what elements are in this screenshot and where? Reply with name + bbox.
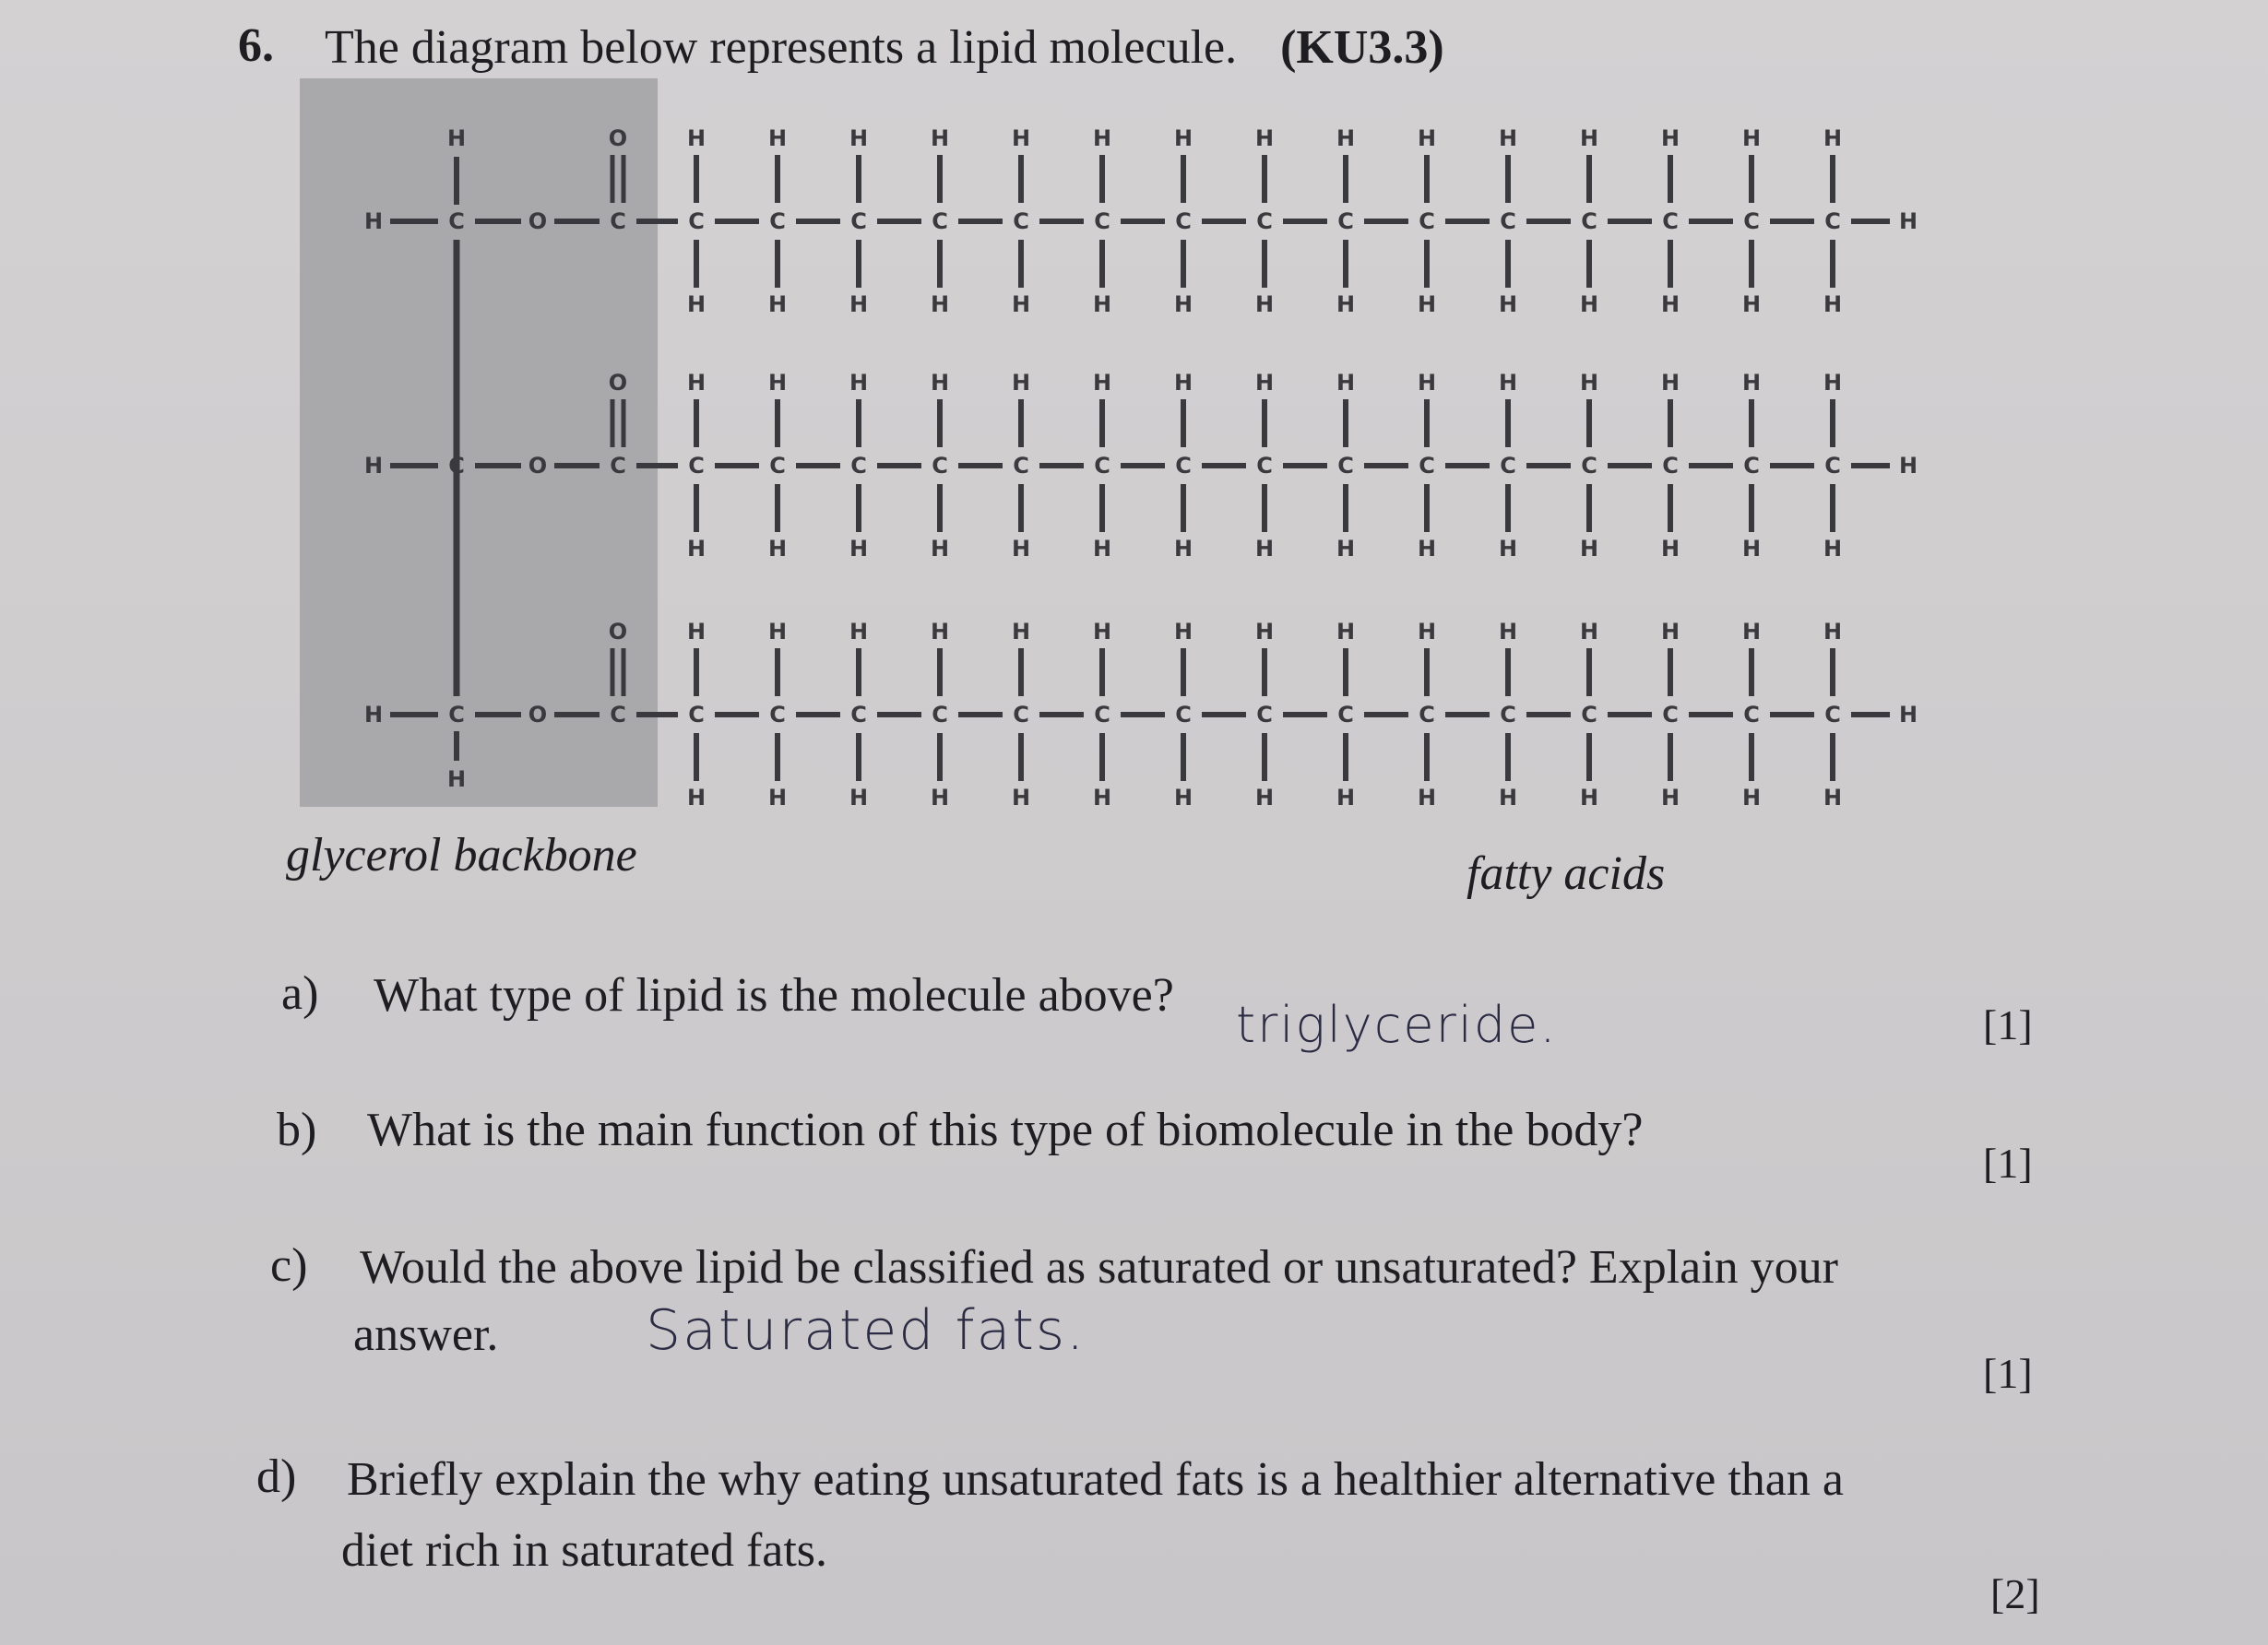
ester-o-1: O [528, 208, 548, 234]
chain-c-2-2: C [769, 453, 786, 479]
chain-h-top-2-13: H [1660, 370, 1680, 396]
chain-h-bottom-1-6: H [1092, 291, 1112, 317]
chain-c-2-14: C [1743, 453, 1760, 479]
chain-h-top-2-10: H [1417, 370, 1437, 396]
chain-h-bottom-3-9: H [1336, 785, 1356, 811]
part-d-letter: d) [256, 1450, 297, 1503]
chain-h-bottom-1-5: H [1011, 291, 1031, 317]
chain-h-bottom-2-1: H [686, 536, 707, 562]
chain-c-2-9: C [1337, 453, 1354, 479]
chain-c-2-3: C [850, 453, 867, 479]
chain-h-top-3-11: H [1498, 619, 1518, 645]
chain-c-2-4: C [932, 453, 948, 479]
part-a-letter: a) [281, 967, 319, 1020]
chain-h-top-2-7: H [1173, 370, 1193, 396]
chain-h-top-1-8: H [1254, 125, 1275, 151]
chain-h-top-2-3: H [849, 370, 869, 396]
part-a-question: What type of lipid is the molecule above? [374, 969, 1174, 1022]
fatty-acids-label: fatty acids [1466, 847, 1666, 900]
chain-c-1-1: C [688, 208, 705, 234]
chain-c-3-11: C [1500, 702, 1516, 728]
chain-h-top-2-4: H [930, 370, 950, 396]
chain-c-1-9: C [1337, 208, 1354, 234]
chain-h-bottom-2-5: H [1011, 536, 1031, 562]
chain-c-3-7: C [1175, 702, 1192, 728]
chain-c-1-14: C [1743, 208, 1760, 234]
chain-h-bottom-2-9: H [1336, 536, 1356, 562]
glycerol-backbone-label: glycerol backbone [286, 829, 637, 882]
chain-h-top-1-4: H [930, 125, 950, 151]
chain-h-bottom-3-7: H [1173, 785, 1193, 811]
chain-h-bottom-1-7: H [1173, 291, 1193, 317]
chain-h-top-2-2: H [767, 370, 788, 396]
chain-h-top-1-14: H [1741, 125, 1762, 151]
chain-h-top-3-14: H [1741, 619, 1762, 645]
chain-c-2-10: C [1419, 453, 1435, 479]
glycerol-h-3: H [363, 702, 384, 728]
chain-c-3-14: C [1743, 702, 1760, 728]
chain-h-top-1-13: H [1660, 125, 1680, 151]
chain-h-bottom-1-11: H [1498, 291, 1518, 317]
chain-h-bottom-3-10: H [1417, 785, 1437, 811]
question-intro-text: The diagram below represents a lipid molecule. [325, 21, 1238, 74]
chain-h-top-2-6: H [1092, 370, 1112, 396]
chain-h-bottom-3-3: H [849, 785, 869, 811]
chain-h-bottom-1-2: H [767, 291, 788, 317]
lipid-structure-diagram [300, 78, 1960, 816]
chain-c-3-10: C [1419, 702, 1435, 728]
chain-h-top-2-5: H [1011, 370, 1031, 396]
chain-h-bottom-1-9: H [1336, 291, 1356, 317]
chain-h-bottom-3-12: H [1579, 785, 1599, 811]
chain-h-bottom-3-4: H [930, 785, 950, 811]
chain-h-top-3-13: H [1660, 619, 1680, 645]
glycerol-h-2: H [363, 453, 384, 479]
chain-h-top-1-10: H [1417, 125, 1437, 151]
chain-h-top-1-12: H [1579, 125, 1599, 151]
chain-h-bottom-2-11: H [1498, 536, 1518, 562]
chain-h-bottom-1-15: H [1823, 291, 1843, 317]
chain-h-top-1-3: H [849, 125, 869, 151]
chain-c-1-7: C [1175, 208, 1192, 234]
chain-h-bottom-3-2: H [767, 785, 788, 811]
ester-o-2: O [528, 453, 548, 479]
chain-c-3-15: C [1824, 702, 1841, 728]
chain-h-bottom-2-7: H [1173, 536, 1193, 562]
chain-h-bottom-3-8: H [1254, 785, 1275, 811]
glycerol-c-3: C [448, 702, 465, 728]
carbonyl-o-2: O [608, 370, 628, 396]
chain-c-3-6: C [1094, 702, 1110, 728]
chain-c-1-6: C [1094, 208, 1110, 234]
chain-c-1-13: C [1662, 208, 1679, 234]
part-c-marks: [1] [1983, 1350, 2033, 1397]
chain-h-top-1-5: H [1011, 125, 1031, 151]
chain-c-1-3: C [850, 208, 867, 234]
chain-c-2-6: C [1094, 453, 1110, 479]
question-number: 6. [238, 19, 274, 72]
question-code: (KU3.3) [1280, 21, 1444, 74]
chain-c-1-15: C [1824, 208, 1841, 234]
chain-c-1-11: C [1500, 208, 1516, 234]
chain-h-bottom-3-11: H [1498, 785, 1518, 811]
chain-c-3-8: C [1256, 702, 1273, 728]
chain-h-top-2-14: H [1741, 370, 1762, 396]
chain-c-3-4: C [932, 702, 948, 728]
part-b-letter: b) [277, 1104, 317, 1156]
part-c-handwritten-answer: Saturated fats. [646, 1298, 1087, 1363]
chain-c-2-12: C [1581, 453, 1597, 479]
chain-h-bottom-2-6: H [1092, 536, 1112, 562]
glycerol-h-1: H [363, 208, 384, 234]
carbonyl-o-3: O [608, 619, 628, 645]
chain-c-3-3: C [850, 702, 867, 728]
chain-h-top-2-1: H [686, 370, 707, 396]
chain-h-top-1-11: H [1498, 125, 1518, 151]
chain-h-top-3-5: H [1011, 619, 1031, 645]
chain-h-top-3-4: H [930, 619, 950, 645]
chain-h-bottom-1-13: H [1660, 291, 1680, 317]
chain-h-bottom-3-1: H [686, 785, 707, 811]
chain-h-bottom-3-14: H [1741, 785, 1762, 811]
chain-h-top-1-7: H [1173, 125, 1193, 151]
question-intro [325, 20, 1444, 75]
carbonyl-c-2: C [610, 453, 626, 479]
chain-h-bottom-2-2: H [767, 536, 788, 562]
chain-h-bottom-1-1: H [686, 291, 707, 317]
chain-h-top-2-11: H [1498, 370, 1518, 396]
chain-h-top-3-12: H [1579, 619, 1599, 645]
chain-c-2-7: C [1175, 453, 1192, 479]
chain-h-top-3-2: H [767, 619, 788, 645]
chain-h-top-2-12: H [1579, 370, 1599, 396]
chain-c-2-11: C [1500, 453, 1516, 479]
chain-h-bottom-3-6: H [1092, 785, 1112, 811]
chain-h-bottom-2-10: H [1417, 536, 1437, 562]
chain-c-2-1: C [688, 453, 705, 479]
chain-h-top-2-8: H [1254, 370, 1275, 396]
chain-h-top-3-8: H [1254, 619, 1275, 645]
part-c-question-line1: Would the above lipid be classified as saturated or unsaturated? Explain your [360, 1241, 1838, 1294]
chain-h-bottom-3-15: H [1823, 785, 1843, 811]
glycerol-top-h: H [446, 125, 467, 151]
chain-c-1-4: C [932, 208, 948, 234]
chain-c-3-5: C [1013, 702, 1029, 728]
chain-c-1-10: C [1419, 208, 1435, 234]
glycerol-c-2: C [448, 453, 465, 479]
chain-h-top-1-15: H [1823, 125, 1843, 151]
chain-c-1-2: C [769, 208, 786, 234]
chain-h-bottom-2-13: H [1660, 536, 1680, 562]
chain-c-2-8: C [1256, 453, 1273, 479]
chain-h-bottom-2-4: H [930, 536, 950, 562]
chain-c-3-13: C [1662, 702, 1679, 728]
chain-h-bottom-2-15: H [1823, 536, 1843, 562]
chain-h-bottom-1-3: H [849, 291, 869, 317]
chain-c-3-12: C [1581, 702, 1597, 728]
terminal-h-2: H [1898, 453, 1918, 479]
chain-h-top-2-15: H [1823, 370, 1843, 396]
chain-h-bottom-1-14: H [1741, 291, 1762, 317]
part-a-marks: [1] [1983, 1001, 2033, 1048]
chain-h-top-1-6: H [1092, 125, 1112, 151]
carbonyl-o-1: O [608, 125, 628, 151]
chain-h-top-1-1: H [686, 125, 707, 151]
carbonyl-c-3: C [610, 702, 626, 728]
chain-h-top-3-1: H [686, 619, 707, 645]
chain-h-top-3-10: H [1417, 619, 1437, 645]
chain-h-bottom-2-14: H [1741, 536, 1762, 562]
chain-c-1-8: C [1256, 208, 1273, 234]
chain-c-2-5: C [1013, 453, 1029, 479]
glycerol-bottom-h: H [446, 766, 467, 792]
chain-c-3-2: C [769, 702, 786, 728]
chain-h-bottom-1-8: H [1254, 291, 1275, 317]
chain-h-top-3-6: H [1092, 619, 1112, 645]
chain-h-top-3-3: H [849, 619, 869, 645]
chain-h-top-1-9: H [1336, 125, 1356, 151]
part-c-letter: c) [270, 1239, 308, 1292]
chain-h-bottom-1-12: H [1579, 291, 1599, 317]
part-b-marks: [1] [1983, 1140, 2033, 1187]
chain-c-2-13: C [1662, 453, 1679, 479]
chain-h-bottom-3-5: H [1011, 785, 1031, 811]
chain-c-3-9: C [1337, 702, 1354, 728]
chain-h-top-3-7: H [1173, 619, 1193, 645]
chain-h-top-1-2: H [767, 125, 788, 151]
part-b-question: What is the main function of this type of biomolecule in the body? [367, 1104, 1644, 1156]
chain-c-1-5: C [1013, 208, 1029, 234]
chain-c-2-15: C [1824, 453, 1841, 479]
part-c-question-line2: answer. [353, 1308, 499, 1361]
chain-c-1-12: C [1581, 208, 1597, 234]
terminal-h-3: H [1898, 702, 1918, 728]
chain-h-top-3-9: H [1336, 619, 1356, 645]
part-d-question-line2: diet rich in saturated fats. [341, 1524, 828, 1577]
chain-h-bottom-2-8: H [1254, 536, 1275, 562]
chain-h-top-3-15: H [1823, 619, 1843, 645]
terminal-h-1: H [1898, 208, 1918, 234]
glycerol-c-1: C [448, 208, 465, 234]
chain-h-bottom-1-10: H [1417, 291, 1437, 317]
part-d-marks: [2] [1990, 1570, 2040, 1617]
glycerol-shade [300, 78, 658, 807]
chain-h-bottom-3-13: H [1660, 785, 1680, 811]
part-a-handwritten-answer: triglyceride. [1236, 996, 1558, 1054]
carbonyl-c-1: C [610, 208, 626, 234]
chain-h-top-2-9: H [1336, 370, 1356, 396]
chain-h-bottom-2-3: H [849, 536, 869, 562]
part-d-question-line1: Briefly explain the why eating unsaturated fats is a healthier alternative than a [347, 1453, 1844, 1506]
chain-h-bottom-2-12: H [1579, 536, 1599, 562]
chain-c-3-1: C [688, 702, 705, 728]
chain-h-bottom-1-4: H [930, 291, 950, 317]
ester-o-3: O [528, 702, 548, 728]
